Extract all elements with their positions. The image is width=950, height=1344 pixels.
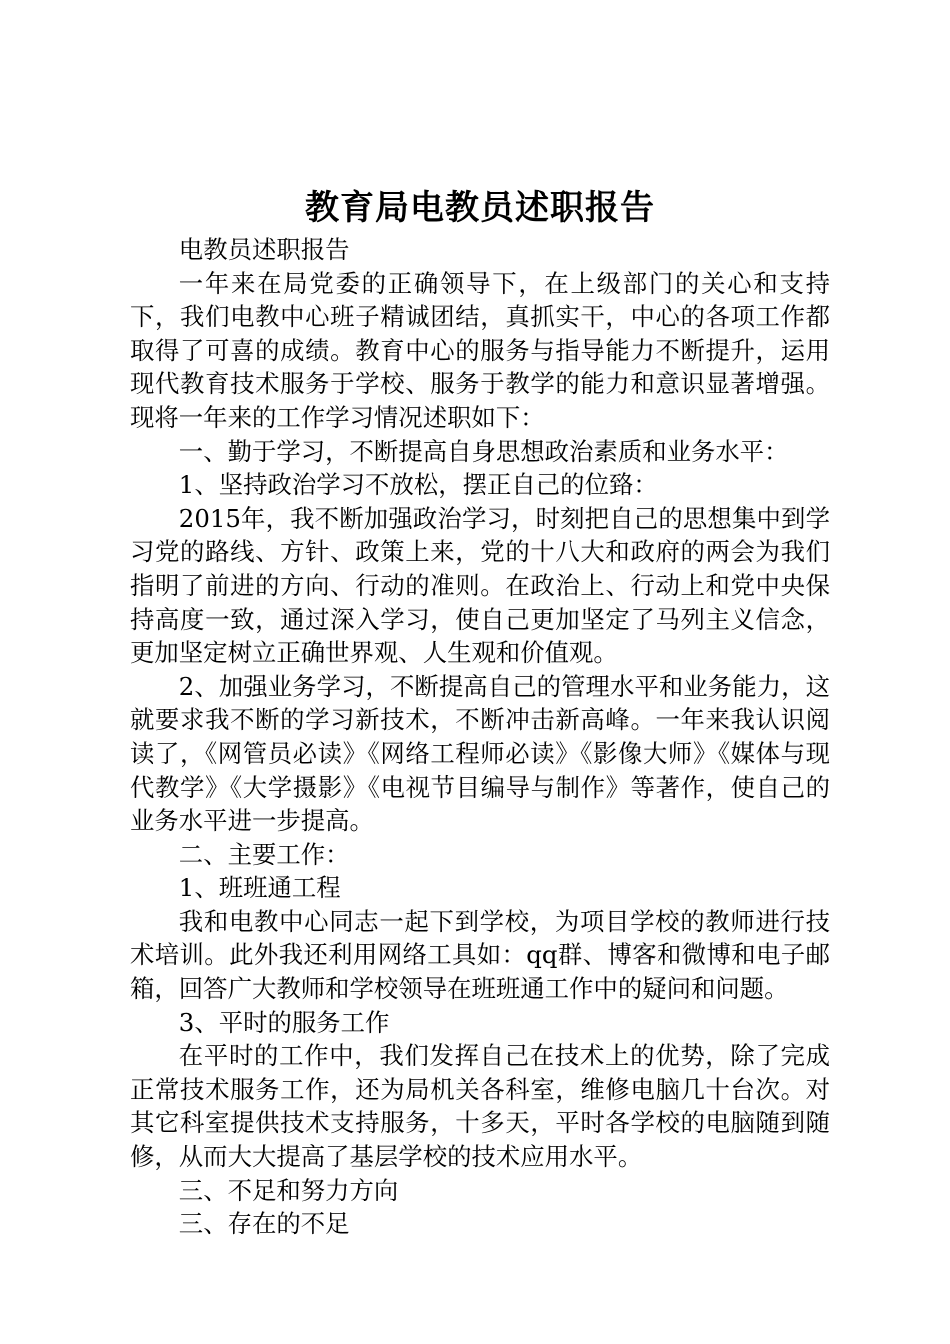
document-page [130, 183, 830, 1241]
paragraph-political-study: 2015年，我不断加强政治学习，时刻把自己的思想集中到学习党的路线、方针、政策上来，党的十八大和政府的两会为我们指明了前进的方向、行动的准则。在政治上、行动上和党中央保持高度一致，通过深入学习，使自己更加坚定了马列主义信念，更加坚定树立正确世界观、人生观和价值观。 [130, 503, 830, 668]
subheading-2-3: 3、平时的服务工作 [178, 1007, 390, 1037]
paragraph-business-study: 2、加强业务学习，不断提高自己的管理水平和业务能力，这就要求我不断的学习新技术，不断冲击新高峰。一年来我认识阅读了，《网管员必读》《网络工程师必读》《影像大师》《媒体与现代教学》《大学摄影》《电视节目编导与制作》等著作，使自己的业务水平进一步提高。 [130, 671, 830, 836]
document-body [130, 233, 830, 1241]
section-heading-1: 一、勤于学习，不断提高自身思想政治素质和业务水平： [178, 436, 789, 466]
paragraph-training: 我和电教中心同志一起下到学校，为项目学校的教师进行技术培训。此外我还利用网络工具如：qq群、博客和微博和电子邮箱，回答广大教师和学校领导在班班通工作中的疑问和问题。 [130, 906, 830, 1004]
subheading-3: 三、存在的不足 [178, 1209, 350, 1239]
paragraph-service: 在平时的工作中，我们发挥自己在技术上的优势，除了完成正常技术服务工作，还为局机关各科室，维修电脑几十台次。对其它科室提供技术支持服务，十多天，平时各学校的电脑随到随修，从而大大提高了基层学校的技术应用水平。 [130, 1041, 830, 1172]
section-heading-2: 二、主要工作： [178, 839, 350, 869]
paragraph-subtitle: 电教员述职报告 [178, 235, 350, 264]
section-heading-3: 三、不足和努力方向 [178, 1175, 399, 1205]
document-title: 教育局电教员述职报告 [305, 188, 655, 228]
subheading-1-1: 1、坚持政治学习不放松，摆正自己的位臵： [178, 470, 658, 500]
paragraph-intro: 一年来在局党委的正确领导下，在上级部门的关心和支持下，我们电教中心班子精诚团结，真抓实干，中心的各项工作都取得了可喜的成绩。教育中心的服务与指导能力不断提升，运用现代教育技术服务于学校、服务于教学的能力和意识显著增强。现将一年来的工作学习情况述职如下： [130, 268, 830, 432]
subheading-2-1: 1、班班通工程 [178, 873, 341, 903]
